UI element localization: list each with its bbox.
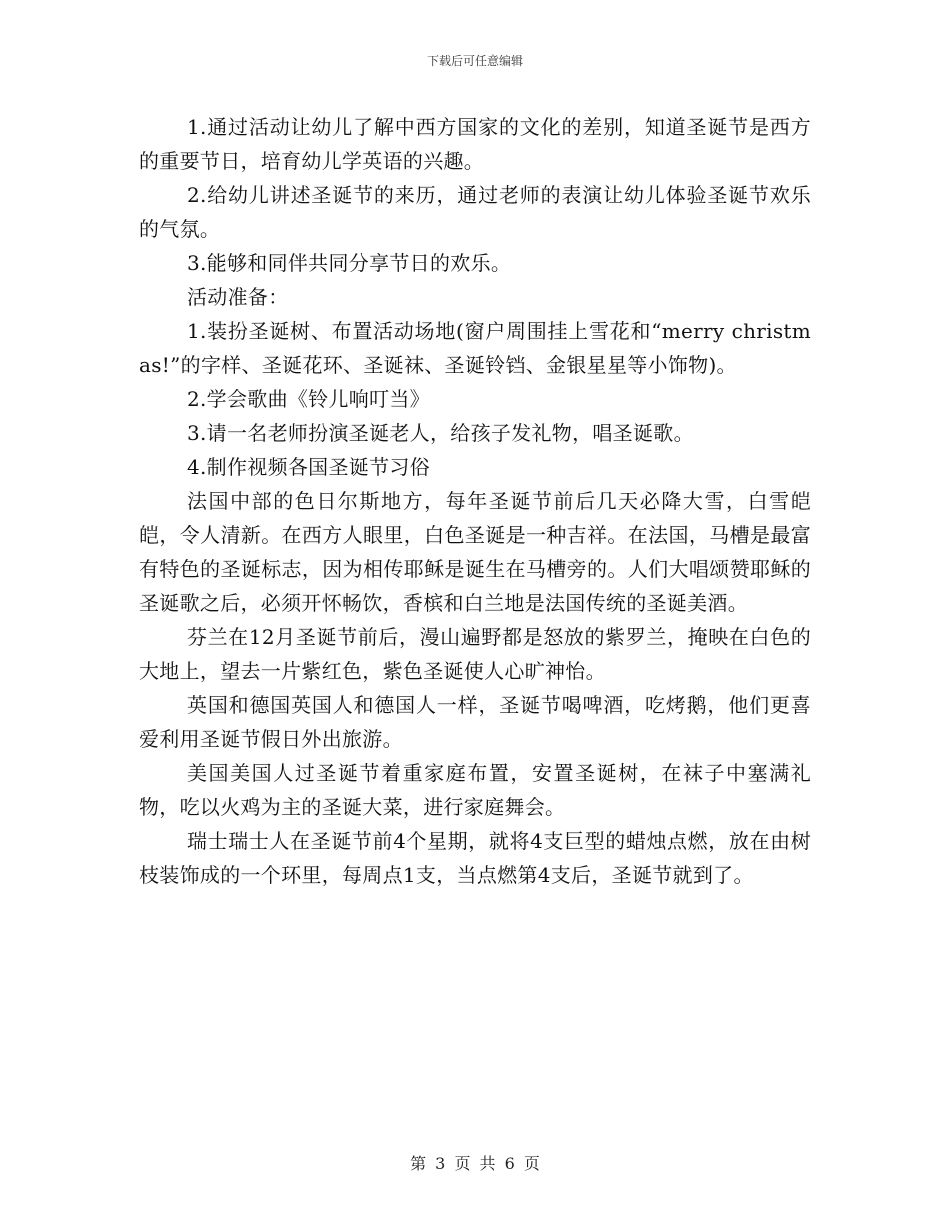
prep-paragraph-3: 3.请一名老师扮演圣诞老人，给孩子发礼物，唱圣诞歌。: [187, 421, 694, 445]
custom-paragraph-france: 法国中部的色日尔斯地方，每年圣诞节前后几天必降大雪，白雪皑皑，令人清新。在西方人眼里，白色圣诞是一种吉祥。在法国，马槽是最富有特色的圣诞标志，因为相传耶稣是诞生在马槽旁的。人们大唱颂赞耶稣的圣诞歌之后，必须开怀畅饮，香槟和白兰地是法国传统的圣诞美酒。: [139, 489, 811, 615]
custom-paragraph-usa: 美国美国人过圣诞节着重家庭布置，安置圣诞树，在袜子中塞满礼物，吃以火鸡为主的圣诞大菜，进行家庭舞会。: [139, 761, 811, 819]
page-footer: 第 3 页 共 6 页: [410, 1154, 540, 1173]
document-body: [139, 110, 811, 892]
prep-paragraph-2: 2.学会歌曲《铃儿响叮当》: [187, 387, 430, 411]
goal-paragraph-2: 2.给幼儿讲述圣诞节的来历，通过老师的表演让幼儿体验圣诞节欢乐的气氛。: [139, 183, 811, 241]
section-heading-preparation: 活动准备：: [187, 285, 289, 309]
custom-paragraph-switzerland: 瑞士瑞士人在圣诞节前4个星期，就将4支巨型的蜡烛点燃，放在由树枝装饰成的一个环里，每周点1支，当点燃第4支后，圣诞节就到了。: [139, 829, 811, 887]
page-header: 下载后可任意编辑: [426, 54, 523, 68]
custom-paragraph-uk-germany: 英国和德国英国人和德国人一样，圣诞节喝啤酒，吃烤鹅，他们更喜爱利用圣诞节假日外出旅游。: [139, 693, 811, 751]
custom-paragraph-finland: 芬兰在12月圣诞节前后，漫山遍野都是怒放的紫罗兰，掩映在白色的大地上，望去一片紫红色，紫色圣诞使人心旷神怡。: [139, 625, 811, 683]
prep-paragraph-4: 4.制作视频各国圣诞节习俗: [187, 455, 430, 479]
goal-paragraph-3: 3.能够和同伴共同分享节日的欢乐。: [187, 251, 512, 275]
prep-paragraph-1: 1.装扮圣诞树、布置活动场地(窗户周围挂上雪花和“merry christmas!”的字样、圣诞花环、圣诞袜、圣诞铃铛、金银星星等小饰物)。: [139, 319, 811, 377]
goal-paragraph-1: 1.通过活动让幼儿了解中西方国家的文化的差别，知道圣诞节是西方的重要节日，培育幼儿学英语的兴趣。: [139, 115, 811, 173]
